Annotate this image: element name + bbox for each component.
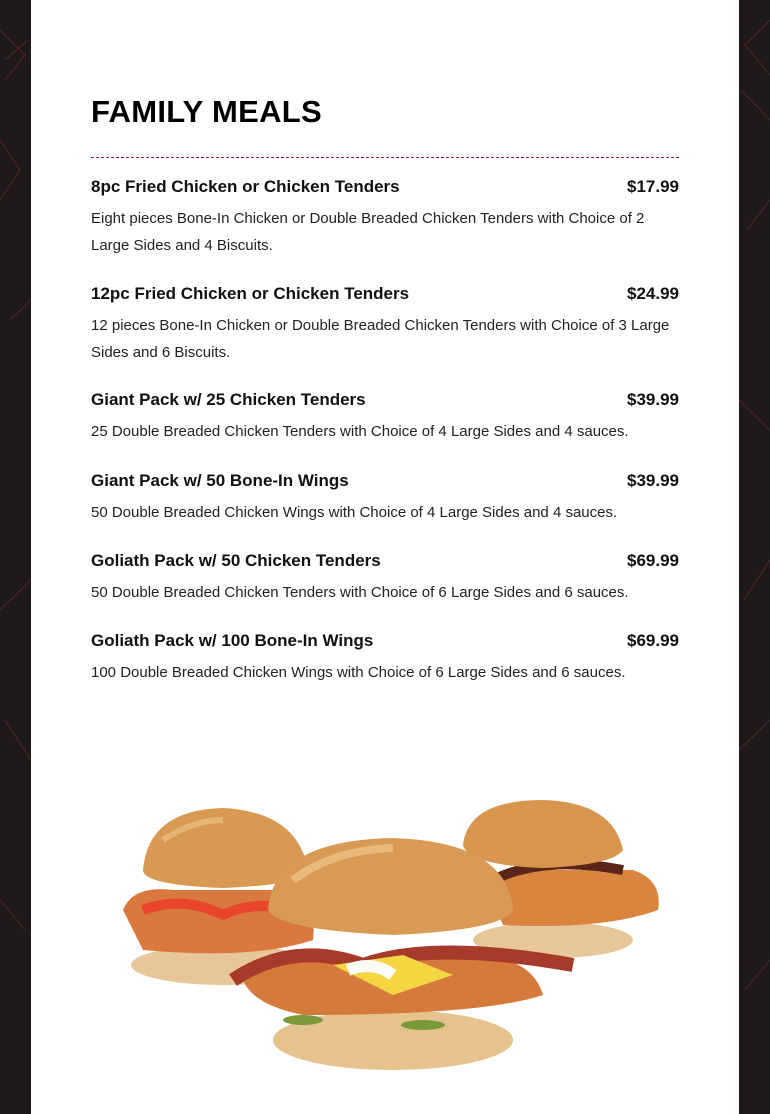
background-pattern-right (739, 0, 770, 1114)
menu-item-name: Giant Pack w/ 50 Bone-In Wings (91, 471, 349, 490)
food-photo-top (121, 0, 321, 8)
menu-panel (31, 0, 739, 1114)
section-divider (91, 157, 679, 158)
section-title: FAMILY MEALS (91, 94, 322, 129)
menu-item-price: $24.99 (627, 284, 679, 303)
menu-item-name: Goliath Pack w/ 100 Bone-In Wings (91, 631, 374, 650)
menu-item-price: $17.99 (627, 177, 679, 196)
menu-item-name: Goliath Pack w/ 50 Chicken Tenders (91, 551, 381, 570)
menu-item-description: 25 Double Breaded Chicken Tenders with Choice of 4 Large Sides and 4 sauces. (91, 423, 629, 440)
menu-item-name: 12pc Fried Chicken or Chicken Tenders (91, 284, 410, 303)
menu-item-description: 50 Double Breaded Chicken Wings with Choice of 4 Large Sides and 4 sauces. (91, 504, 618, 521)
menu-item-description: 12 pieces Bone-In Chicken or Double Breaded Chicken Tenders with Choice of 3 Large Sides and 6 Biscuits. (91, 317, 670, 361)
menu-item-price: $39.99 (627, 471, 679, 490)
chicken-sandwiches-photo (103, 790, 669, 1085)
menu-item-description: 50 Double Breaded Chicken Tenders with Choice of 6 Large Sides and 6 sauces. (91, 584, 629, 601)
menu-item-price: $69.99 (627, 631, 679, 650)
menu-item-description: Eight pieces Bone-In Chicken or Double Breaded Chicken Tenders with Choice of 2 Large Sides and 4 Biscuits. (91, 210, 645, 254)
menu-item-description: 100 Double Breaded Chicken Wings with Choice of 6 Large Sides and 6 sauces. (91, 664, 626, 681)
menu-item-price: $69.99 (627, 551, 679, 570)
menu-item-name: Giant Pack w/ 25 Chicken Tenders (91, 390, 366, 409)
menu-item-name: 8pc Fried Chicken or Chicken Tenders (91, 177, 400, 196)
background-pattern-left (0, 0, 31, 1114)
menu-item-price: $39.99 (627, 390, 679, 409)
